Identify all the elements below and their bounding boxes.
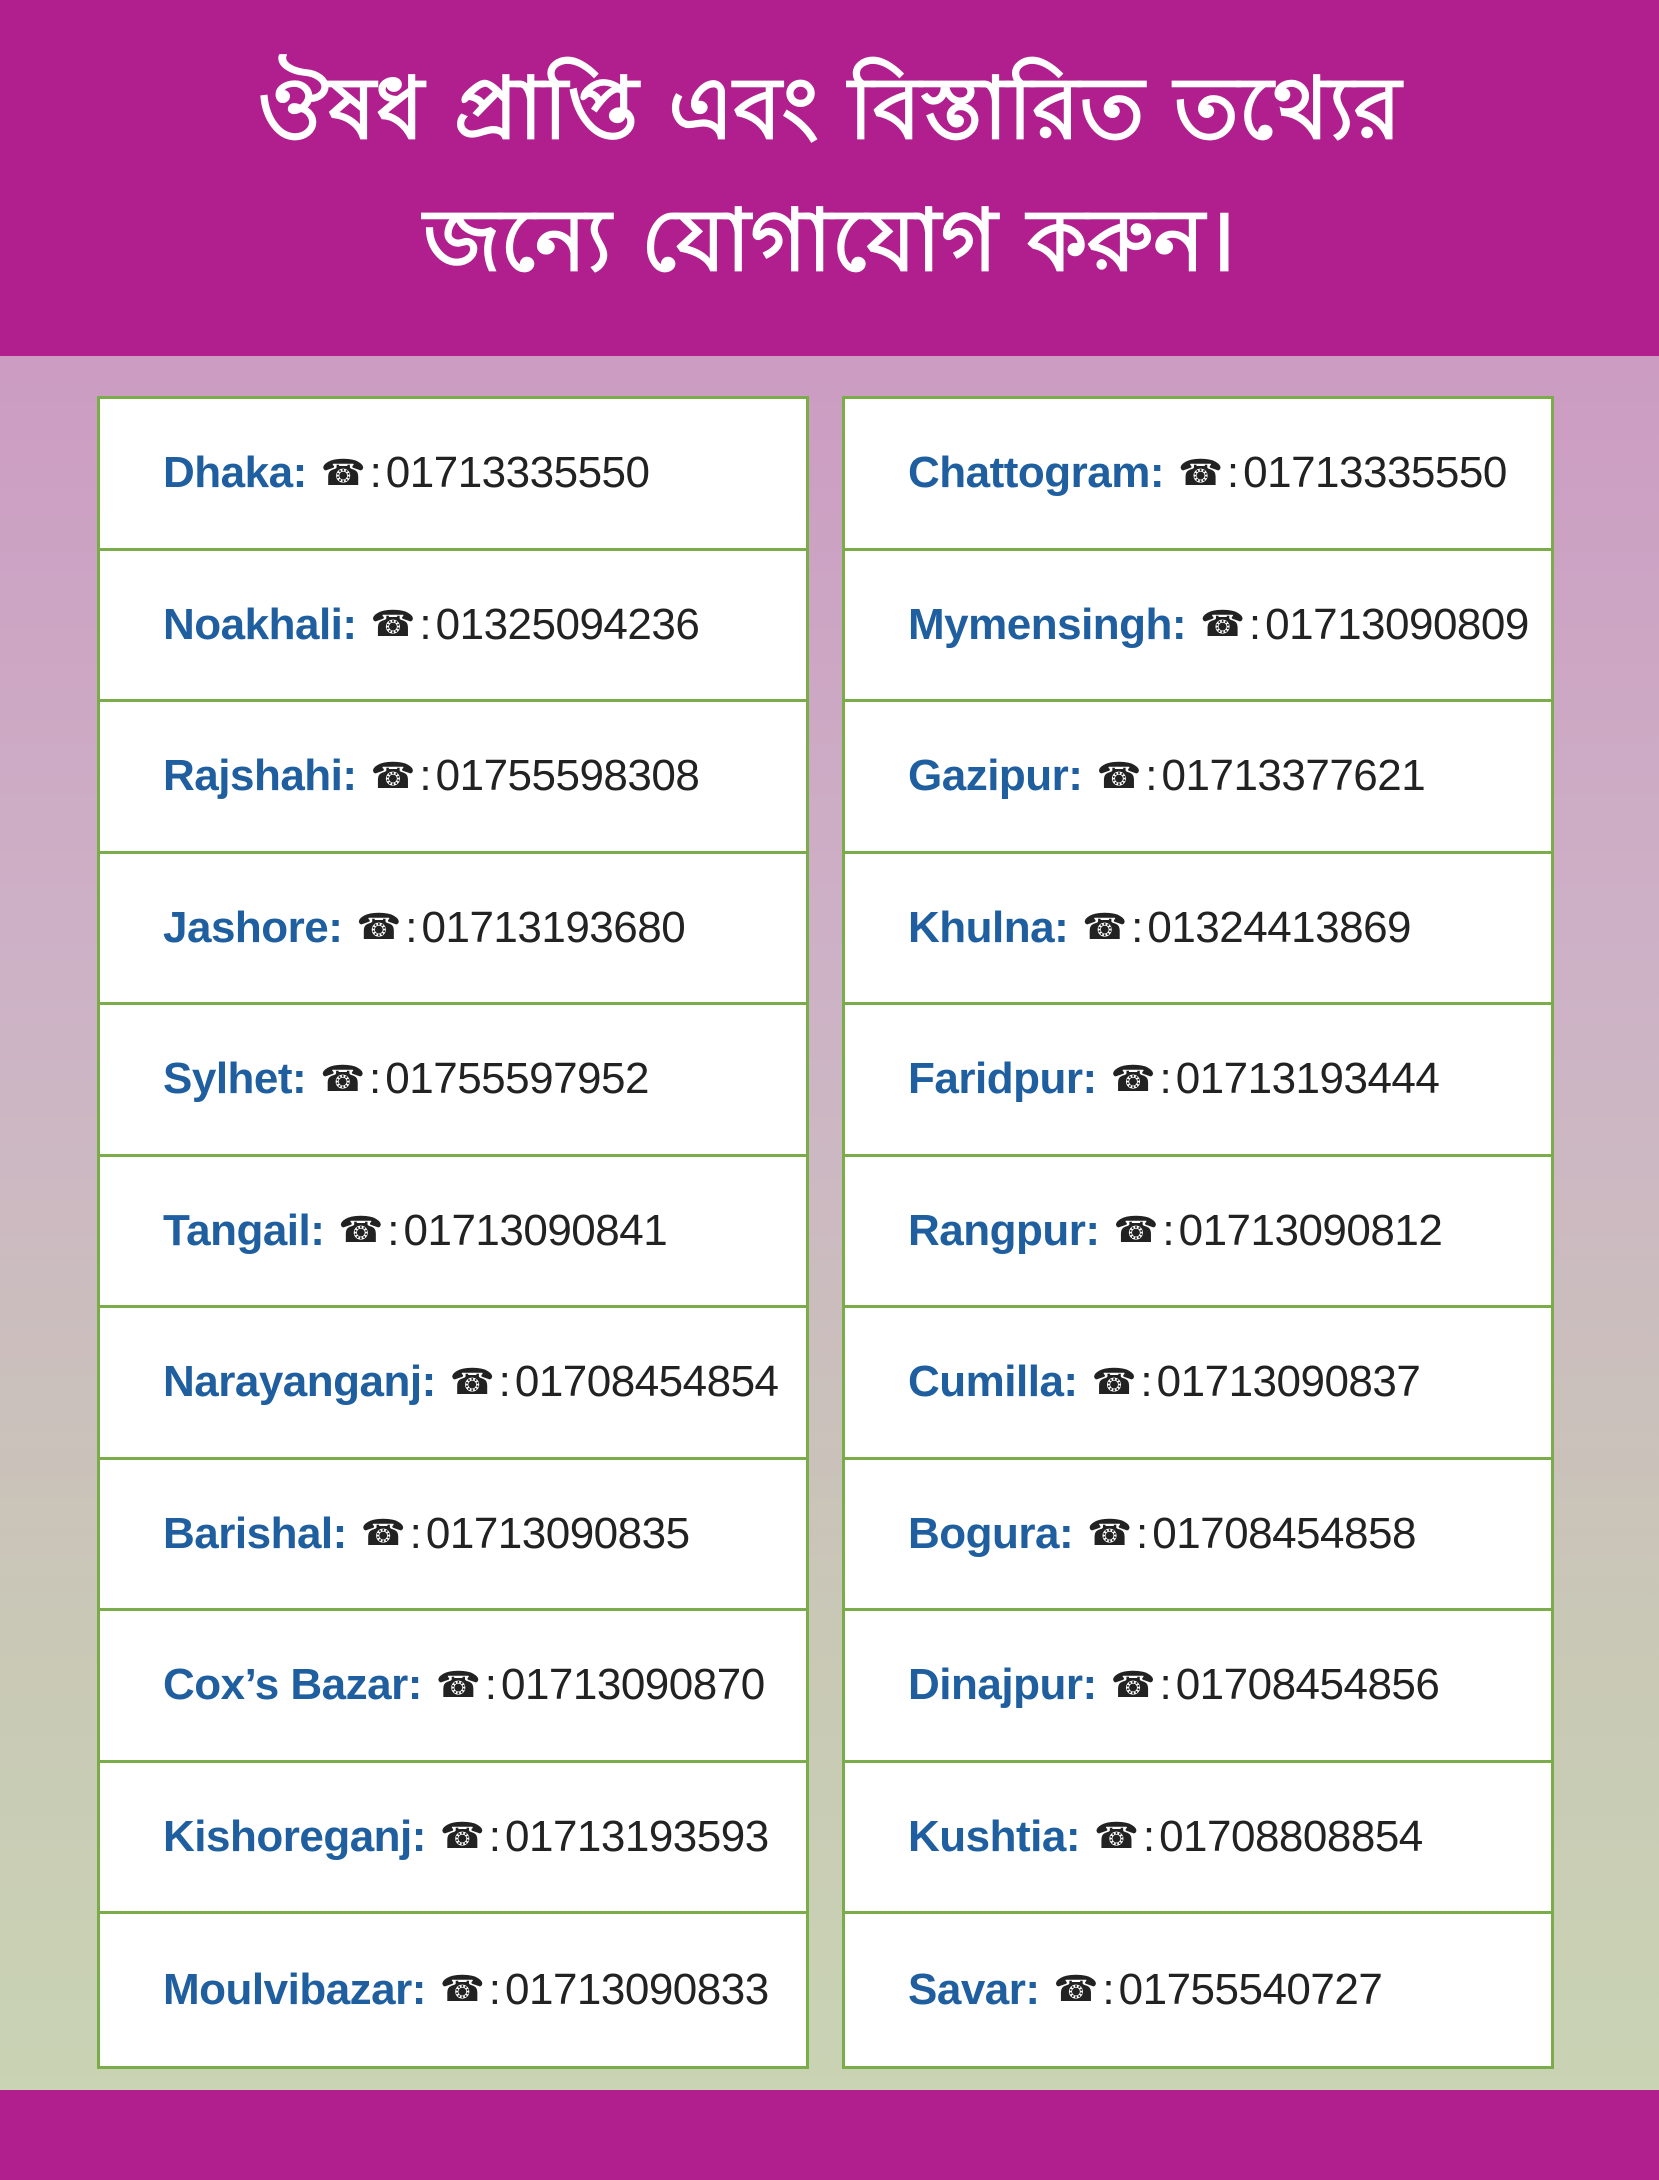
- city-name: Rangpur:: [908, 1205, 1100, 1255]
- city-name: Cox’s Bazar:: [163, 1660, 422, 1710]
- telephone-icon: ☎: [1087, 1513, 1132, 1555]
- telephone-icon: ☎: [1082, 907, 1128, 949]
- contact-row: [100, 1914, 806, 2066]
- telephone-icon: ☎: [1096, 755, 1142, 797]
- telephone-icon: ☎: [1053, 1969, 1099, 2011]
- footer-band: [0, 2090, 1659, 2180]
- city-name: Khulna:: [908, 902, 1069, 952]
- separator: :: [387, 1205, 400, 1255]
- contact-row: [845, 1308, 1551, 1460]
- phone-number[interactable]: 01713377621: [1161, 751, 1426, 801]
- contact-row: [100, 1005, 806, 1157]
- contact-row: [100, 702, 806, 854]
- phone-number[interactable]: 01713193593: [505, 1811, 769, 1861]
- telephone-icon: ☎: [338, 1210, 384, 1252]
- separator: :: [488, 1964, 501, 2014]
- phone-number[interactable]: 01713090812: [1178, 1205, 1443, 1255]
- city-name: Tangail:: [163, 1205, 325, 1255]
- telephone-icon: ☎: [1110, 1058, 1156, 1100]
- telephone-icon: ☎: [439, 1816, 485, 1858]
- contact-column-right: [842, 396, 1554, 2069]
- separator: :: [1162, 1205, 1175, 1255]
- separator: :: [1145, 751, 1158, 801]
- phone-number[interactable]: 01713090841: [403, 1205, 668, 1255]
- phone-number[interactable]: 01324413869: [1147, 902, 1412, 952]
- page-title: [80, 43, 1580, 307]
- phone-number[interactable]: 01713090833: [505, 1964, 769, 2014]
- contact-row: [100, 1308, 806, 1460]
- telephone-icon: ☎: [1091, 1361, 1137, 1403]
- telephone-icon: ☎: [1110, 1664, 1156, 1706]
- contact-row: [100, 1157, 806, 1309]
- separator: :: [369, 1054, 382, 1104]
- telephone-icon: ☎: [435, 1664, 481, 1706]
- separator: :: [1131, 902, 1144, 952]
- phone-number[interactable]: 01755597952: [385, 1054, 649, 1104]
- contact-row: [845, 1611, 1551, 1763]
- phone-number[interactable]: 01708454858: [1152, 1508, 1416, 1558]
- contact-row: [100, 854, 806, 1006]
- separator: :: [1159, 1054, 1172, 1104]
- contact-row: [100, 1460, 806, 1612]
- contact-row: [845, 702, 1551, 854]
- city-name: Faridpur:: [908, 1054, 1097, 1104]
- title-line-2: জন্যে যোগাযোগ করুন।: [423, 191, 1236, 291]
- header-banner: [0, 0, 1659, 356]
- contact-row: [100, 1611, 806, 1763]
- contact-row: [845, 1914, 1551, 2066]
- telephone-icon: ☎: [356, 907, 402, 949]
- contact-row: [845, 1157, 1551, 1309]
- telephone-icon: ☎: [320, 1058, 366, 1100]
- telephone-icon: ☎: [1094, 1816, 1139, 1858]
- phone-number[interactable]: 01713193444: [1175, 1054, 1440, 1104]
- city-name: Chattogram:: [908, 448, 1165, 498]
- phone-number[interactable]: 01325094236: [435, 599, 700, 649]
- separator: :: [1136, 1508, 1149, 1558]
- separator: :: [405, 902, 418, 952]
- phone-number[interactable]: 01708454856: [1175, 1660, 1440, 1710]
- contact-row: [845, 854, 1551, 1006]
- phone-number[interactable]: 01708454854: [514, 1357, 779, 1407]
- telephone-icon: ☎: [1113, 1210, 1159, 1252]
- separator: :: [419, 599, 432, 649]
- contact-row: [100, 1763, 806, 1915]
- city-name: Barishal:: [163, 1508, 347, 1558]
- contact-row: [845, 1005, 1551, 1157]
- city-name: Savar:: [908, 1964, 1040, 2014]
- phone-number[interactable]: 01713335550: [385, 448, 650, 498]
- phone-number[interactable]: 01708808854: [1159, 1811, 1423, 1861]
- phone-number[interactable]: 01713335550: [1243, 448, 1507, 498]
- city-name: Rajshahi:: [163, 751, 357, 801]
- phone-number[interactable]: 01713193680: [421, 902, 686, 952]
- city-name: Noakhali:: [163, 599, 357, 649]
- city-name: Cumilla:: [908, 1357, 1078, 1407]
- telephone-icon: ☎: [370, 755, 416, 797]
- city-name: Jashore:: [163, 902, 343, 952]
- phone-number[interactable]: 01713090809: [1265, 599, 1529, 649]
- contact-row: [845, 1460, 1551, 1612]
- separator: :: [1142, 1811, 1156, 1861]
- city-name: Mymensingh:: [908, 599, 1187, 649]
- separator: :: [1159, 1660, 1172, 1710]
- telephone-icon: ☎: [439, 1969, 485, 2011]
- separator: :: [498, 1357, 511, 1407]
- telephone-icon: ☎: [370, 604, 416, 646]
- city-name: Kushtia:: [908, 1811, 1080, 1861]
- contact-row: [845, 1763, 1551, 1915]
- separator: :: [369, 448, 382, 498]
- separator: :: [419, 751, 432, 801]
- phone-number[interactable]: 01713090837: [1156, 1357, 1421, 1407]
- city-name: Gazipur:: [908, 751, 1083, 801]
- telephone-icon: ☎: [449, 1361, 495, 1403]
- contact-row: [845, 551, 1551, 703]
- contact-row: [100, 551, 806, 703]
- phone-number[interactable]: 01713090870: [500, 1660, 765, 1710]
- separator: :: [488, 1811, 501, 1861]
- phone-number[interactable]: 01713090835: [425, 1508, 690, 1558]
- separator: :: [1140, 1357, 1153, 1407]
- title-line-1: ঔষধ প্রাপ্তি এবং বিস্তারিত তথ্যের: [257, 59, 1402, 159]
- city-name: Dhaka:: [163, 448, 307, 498]
- contact-row: [845, 399, 1551, 551]
- telephone-icon: ☎: [1200, 604, 1245, 646]
- city-name: Bogura:: [908, 1508, 1074, 1558]
- contact-row: [100, 399, 806, 551]
- phone-number[interactable]: 01755598308: [435, 751, 700, 801]
- city-name: Dinajpur:: [908, 1660, 1097, 1710]
- city-name: Moulvibazar:: [163, 1964, 426, 2014]
- city-name: Narayanganj:: [163, 1357, 436, 1407]
- separator: :: [409, 1508, 422, 1558]
- separator: :: [1226, 448, 1240, 498]
- separator: :: [1102, 1964, 1115, 2014]
- contact-column-left: [97, 396, 809, 2069]
- city-name: Sylhet:: [163, 1054, 307, 1104]
- separator: :: [1248, 599, 1262, 649]
- telephone-icon: ☎: [1178, 452, 1223, 494]
- city-name: Kishoreganj:: [163, 1811, 426, 1861]
- telephone-icon: ☎: [360, 1513, 406, 1555]
- phone-number[interactable]: 01755540727: [1118, 1964, 1383, 2014]
- telephone-icon: ☎: [320, 452, 366, 494]
- separator: :: [484, 1660, 497, 1710]
